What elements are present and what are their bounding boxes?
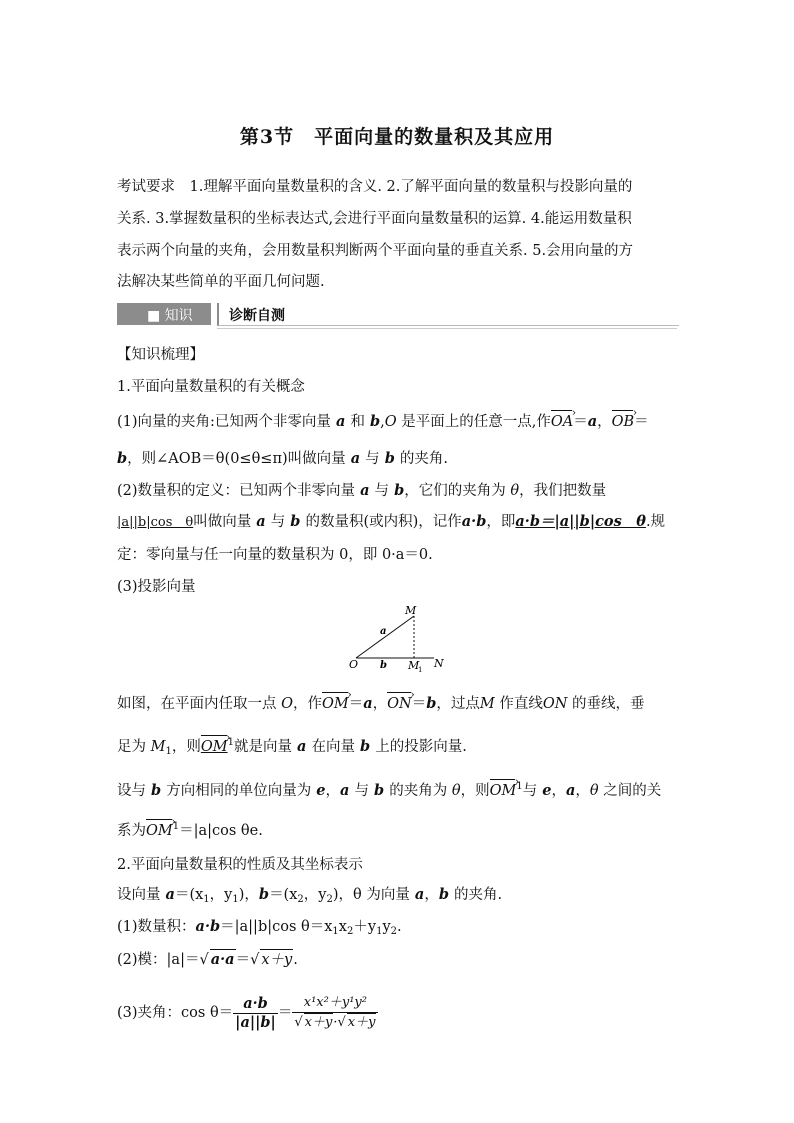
- label-M1: M: [408, 659, 420, 672]
- requirements-line-4: 法解决某些简单的平面几何问题.: [117, 274, 325, 290]
- section-bar-tag: [117, 303, 211, 325]
- page-title: 第3节 平面向量的数量积及其应用: [239, 126, 555, 148]
- section-2-title: 2.平面向量数量积的性质及其坐标表示: [117, 857, 363, 873]
- paragraph-angle-line-2: b，则∠AOB＝θ(0≤θ≤π)叫做向量 a 与 b 的夹角.: [117, 450, 448, 467]
- paragraph-unit-line-2: 系为OM ›$^1$＝|a|cos θe.: [117, 817, 263, 841]
- section-bar-left-label: ■ 知识: [147, 308, 193, 324]
- label-O: O: [349, 658, 359, 671]
- paragraph-coordinates: 设向量 $a=(x_1$，$y_1$)，$b=(x_2$，$y_2$)，θ 为向量 a，b 的夹角.: [117, 886, 503, 905]
- projection-figure: [340, 600, 460, 675]
- requirements-line-2: 关系. 3.掌握数量积的坐标表达式,会进行平面向量数量积的运算. 4.能运用数量积: [117, 211, 632, 227]
- paragraph-dot-line-2: |a||b|cos θ叫做向量 a 与 b 的数量积(或内积)，记作a·b，即a·b＝|a||b|cos θ.规: [117, 513, 666, 530]
- label-b: b: [380, 660, 387, 671]
- projection-title: (3)投影向量: [117, 579, 196, 595]
- paragraph-projection-line-1: 如图，在平面内任取一点 O，作OM ›＝a，ON ›＝b，过点M 作直线ON 的垂线，垂: [117, 694, 645, 714]
- section-bar-divider: [217, 328, 677, 329]
- formula-angle: (3)夹角：cos θ＝ $\frac{a\cdot b}{|a||b|}$ ＝ $\frac{\text{x¹x²＋y¹y²}}{√ x+y\cdot√ x+y}$: [117, 994, 378, 1032]
- section-bar-title: [217, 303, 679, 326]
- section-bar-right-label: 诊断自测: [229, 308, 285, 324]
- requirements-line-1: 考试要求 1.理解平面向量数量积的含义. 2.了解平面向量的数量积与投影向量的: [117, 179, 633, 195]
- formula-dot-product: (1)数量积：a·b＝|a||b|cos $\theta=x_1x_2+y_1y_2$.: [117, 918, 402, 937]
- paragraph-projection-line-2: 足为 $M_1$，则OM ›$^1$就是向量 a 在向量 b 上的投影向量.: [117, 733, 467, 762]
- paragraph-angle-line-1: (1)向量的夹角:已知两个非零向量 a 和 b,O 是平面上的任意一点,作OA ›＝a，OB ›＝: [117, 412, 649, 432]
- paragraph-unit-line-1: 设与 b 方向相同的单位向量为 e，a 与 b 的夹角为 θ，则OM ›$^1$与 e，a，θ 之间的关: [117, 777, 661, 801]
- formula-magnitude: (2)模：|a|＝√ a·a＝√ x＋y.: [117, 951, 298, 968]
- label-a: a: [380, 626, 387, 637]
- knowledge-heading: 【知识梳理】: [117, 347, 204, 363]
- requirements-line-3: 表示两个向量的夹角，会用数量积判断两个平面向量的垂直关系. 5.会用向量的方: [117, 243, 634, 259]
- section-1-title: 1.平面向量数量积的有关概念: [117, 379, 305, 395]
- label-M: M: [405, 604, 417, 617]
- vector-a-line: [356, 616, 414, 658]
- paragraph-dot-line-3: 定：零向量与任一向量的数量积为 0，即 0·a＝0.: [117, 547, 433, 563]
- label-N: N: [434, 657, 444, 670]
- paragraph-dot-line-1: (2)数量积的定义：已知两个非零向量 a 与 b，它们的夹角为 θ，我们把数量: [117, 482, 607, 499]
- label-M1-subscript: 1: [418, 666, 423, 674]
- section-bar: [117, 303, 677, 327]
